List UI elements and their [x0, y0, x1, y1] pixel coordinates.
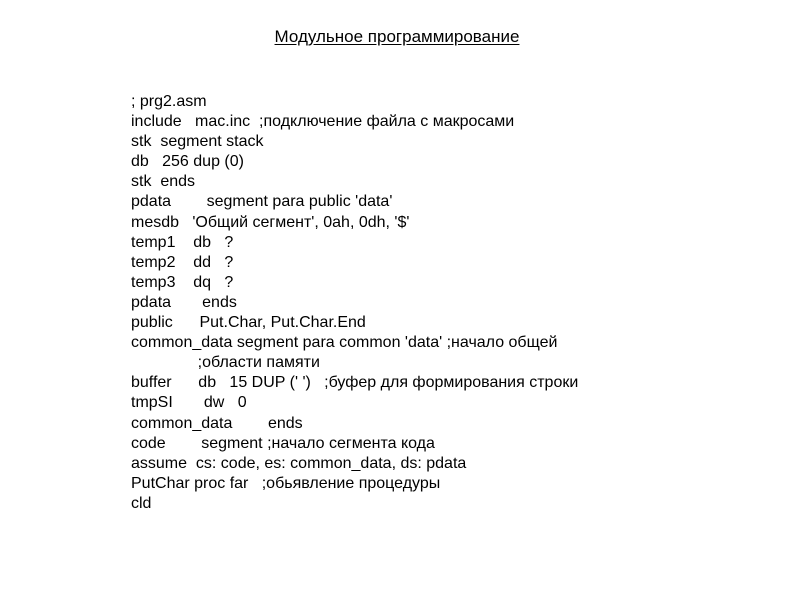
code-line: stk ends: [131, 173, 196, 191]
code-line: assume cs: code, es: common_data, ds: pdata: [131, 454, 467, 472]
code-line: mesdb 'Общий сегмент', 0ah, 0dh, '$': [131, 213, 410, 231]
code-listing: [131, 92, 578, 514]
code-line: include mac.inc ;подключение файла с макросами: [131, 113, 515, 131]
code-line: ; prg2.asm: [131, 93, 207, 110]
code-line: pdata segment para public 'data': [131, 193, 393, 211]
code-line: public Put.Char, Put.Char.End: [131, 314, 366, 332]
code-line: code segment ;начало сегмента кода: [131, 434, 435, 452]
code-line: PutChar proc far ;обьявление процедуры: [131, 474, 441, 492]
code-line: buffer db 15 DUP (' ') ;буфер для формирования строки: [131, 374, 579, 392]
code-line: temp3 dq ?: [131, 273, 234, 291]
slide-title: Модульное программирование: [274, 27, 520, 46]
code-line: ;области памяти: [131, 354, 320, 372]
code-line: cld: [131, 494, 152, 512]
code-line: pdata ends: [131, 293, 237, 311]
code-line: tmpSI dw 0: [131, 394, 247, 412]
code-line: common_data segment para common 'data' ;начало общей: [131, 334, 558, 352]
code-line: db 256 dup (0): [131, 153, 244, 171]
code-line: temp1 db ?: [131, 233, 234, 251]
code-line: common_data ends: [131, 414, 303, 432]
code-line: stk segment stack: [131, 133, 264, 151]
code-line: temp2 dd ?: [131, 253, 234, 271]
